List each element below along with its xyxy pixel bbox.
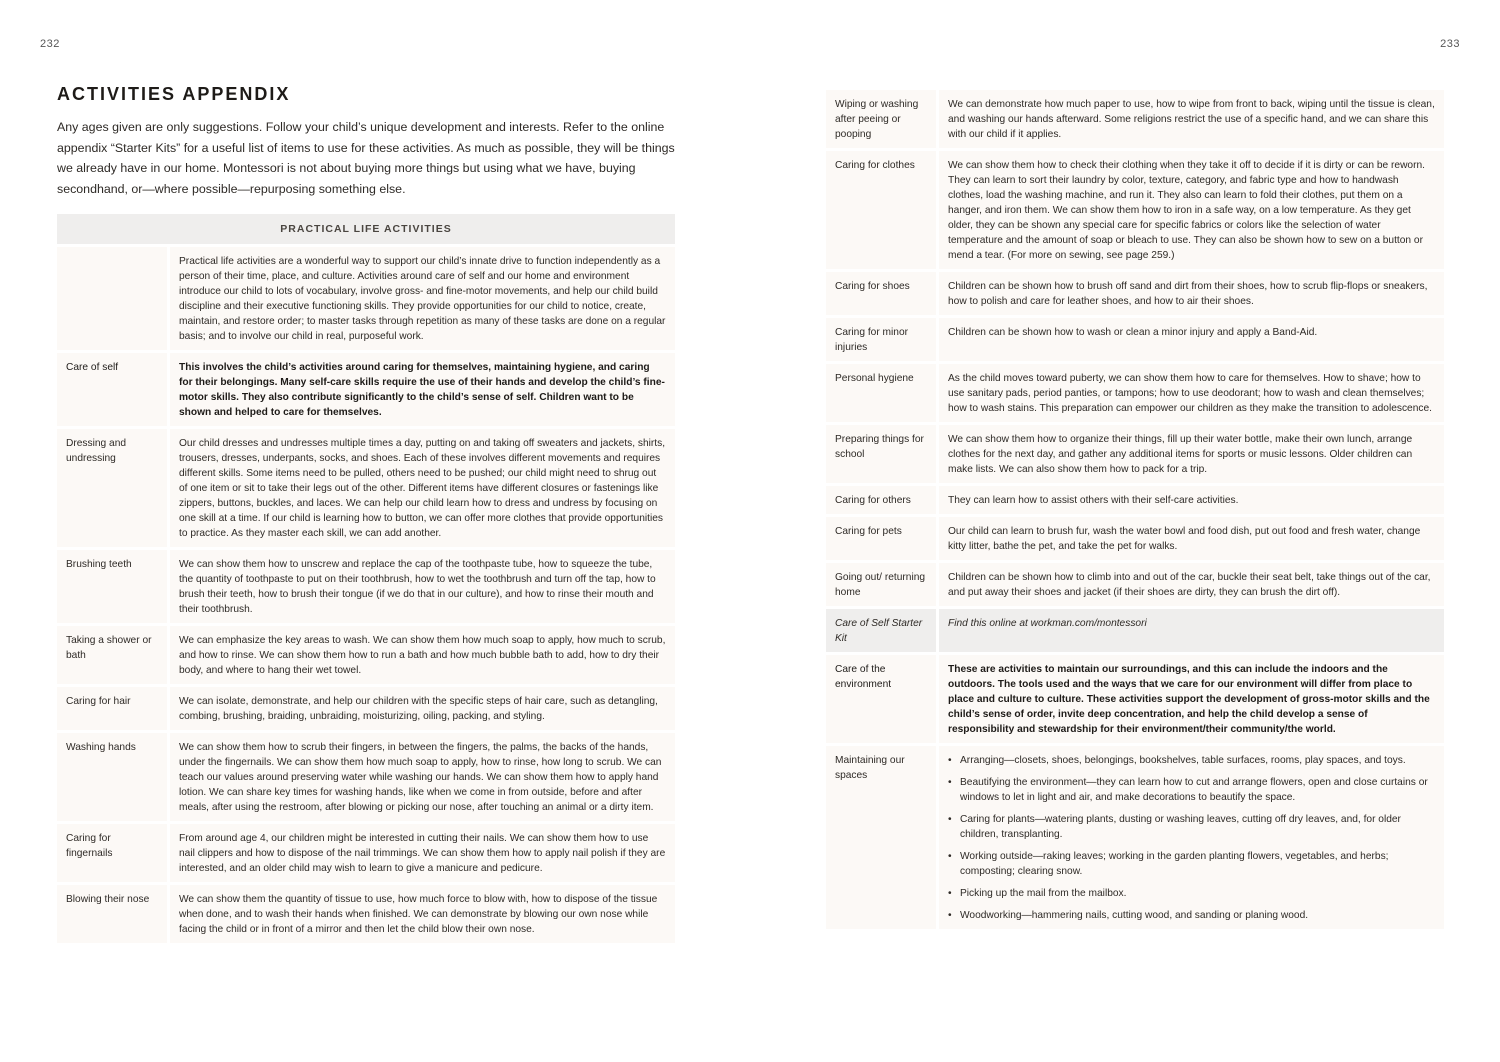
starter-kit-link-text: Find this online at workman.com/montessori bbox=[939, 609, 1444, 652]
starter-kit-row bbox=[826, 609, 1444, 652]
row-label: Brushing teeth bbox=[57, 550, 170, 623]
row-label: Caring for clothes bbox=[826, 151, 939, 269]
list-item: • Beautifying the environment—they can learn how to cut and arrange flowers, open and close curtains or windows to let in light and air, and make decorations to beautify the space. bbox=[960, 775, 1435, 805]
row-text: We can show them how to check their clothing when they take it off to decide if it is dirty or can be reworn. They can learn to sort their laundry by color, texture, category, and fabric type and how to handwash clothes, load the washing machine, and run it. They also can learn to fold their clothes, put them on a hanger, and iron them. We can show them how to iron in a safe way, on a low temperature. As they get older, they can be shown any special care for specific fabrics or colors like the selection of water temperature and the amount of soap or bleach to use. They can also be shown how to sew on a button or mend a tear. (For more on sewing, see page 259.) bbox=[939, 151, 1444, 269]
row-label: Preparing things for school bbox=[826, 425, 939, 483]
row-label: Care of the environment bbox=[826, 655, 939, 743]
row-text: From around age 4, our children might be interested in cutting their nails. We can show them how to use nail clippers and how to dispose of the nail trimmings. We can show them how to apply nail polish if they are interested, and an older child may wish to learn to give a manicure and pedicure. bbox=[170, 824, 675, 882]
row-label: Caring for hair bbox=[57, 687, 170, 730]
row-text: As the child moves toward puberty, we can show them how to care for themselves. How to shave; how to use sanitary pads, period panties, or tampons; how to use deodorant; how to wash and clean themselves; how to wash stains. This preparation can empower our children as they make the transition to adolescence. bbox=[939, 364, 1444, 422]
table-row bbox=[57, 429, 675, 547]
table-row bbox=[826, 563, 1444, 606]
row-text: Children can be shown how to climb into and out of the car, buckle their seat belt, take things out of the car, and put away their shoes and jacket (if their shoes are dirty, they can brush the dirt off). bbox=[939, 563, 1444, 606]
list-item: • Woodworking—hammering nails, cutting wood, and sanding or planing wood. bbox=[960, 908, 1435, 923]
row-text: We can show them how to organize their things, fill up their water bottle, make their own lunch, arrange clothes for the next day, and gather any additional items for sports or music lessons. Older children can make lists. We can also show them how to pack for a trip. bbox=[939, 425, 1444, 483]
practical-life-table bbox=[57, 211, 675, 946]
row-text: We can emphasize the key areas to wash. We can show them how much soap to apply, how much to scrub, and how to rinse. We can show them how to run a bath and how much bubble bath to add, how to dry their body, and where to hang their wet towel. bbox=[170, 626, 675, 684]
row-text: Our child can learn to brush fur, wash the water bowl and food dish, put out food and fresh water, change kitty litter, bathe the pet, and take the pet for walks. bbox=[939, 517, 1444, 560]
section-title: PRACTICAL LIFE ACTIVITIES bbox=[57, 214, 675, 244]
table-row bbox=[57, 550, 675, 623]
page-number-right: 233 bbox=[1440, 38, 1460, 50]
table-row bbox=[826, 425, 1444, 483]
row-text: We can show them the quantity of tissue to use, how much force to blow with, how to dispose of the tissue when done, and to wash their hands when finished. We can demonstrate by blowing our own nose while facing the child or in front of a mirror and then let the child blow their own nose. bbox=[170, 885, 675, 943]
table-row bbox=[826, 364, 1444, 422]
table-row bbox=[826, 486, 1444, 514]
row-label bbox=[57, 247, 170, 350]
row-label: Caring for minor injuries bbox=[826, 318, 939, 361]
table-row bbox=[57, 353, 675, 426]
row-label: Caring for shoes bbox=[826, 272, 939, 315]
table-section-header bbox=[57, 214, 675, 244]
bullet-list bbox=[948, 753, 1435, 923]
practical-life-table-continued bbox=[826, 87, 1444, 932]
list-item: • Working outside—raking leaves; working in the garden planting flowers, vegetables, and herbs; composting; clearing snow. bbox=[960, 849, 1435, 879]
row-text: These are activities to maintain our surroundings, and this can include the indoors and the outdoors. The tools used and the ways that we care for our environment will differ from place to place and culture to culture. These activities support the development of gross-motor skills and the child’s sense of order, invite deep concentration, and help the child develop a sense of responsibility and stewardship for their environment/their community/the world. bbox=[939, 655, 1444, 743]
row-label: Dressing and undressing bbox=[57, 429, 170, 547]
row-text: We can isolate, demonstrate, and help our children with the specific steps of hair care, such as detangling, combing, brushing, braiding, unbraiding, moisturizing, oiling, packing, and styling. bbox=[170, 687, 675, 730]
table-row bbox=[57, 687, 675, 730]
page-heading: ACTIVITIES APPENDIX bbox=[57, 84, 291, 104]
row-label: Personal hygiene bbox=[826, 364, 939, 422]
list-item: • Arranging—closets, shoes, belongings, bookshelves, table surfaces, rooms, play spaces, and toys. bbox=[960, 753, 1435, 768]
row-text: We can show them how to scrub their fingers, in between the fingers, the palms, the backs of the hands, under the fingernails. We can show them how much soap to apply, how to rinse, how long to scrub. We can teach our values around preserving water while washing our hands. We can show them how to apply hand lotion. We can share key times for washing hands, like when we come in from outside, before and after meals, after using the restroom, after blowing or picking our nose, after touching an animal or a dirty item. bbox=[170, 733, 675, 821]
row-text: Children can be shown how to wash or clean a minor injury and apply a Band-Aid. bbox=[939, 318, 1444, 361]
intro-paragraph: Any ages given are only suggestions. Follow your child’s unique development and interests. Refer to the online appendix “Starter Kits” for a useful list of items to use for these activities. As much as possible, they will be things we already have in our home. Montessori is not about buying more things but using what we have, buying secondhand, or—where possible—repurposing something else. bbox=[57, 120, 675, 196]
table-row bbox=[826, 272, 1444, 315]
row-text: We can demonstrate how much paper to use, how to wipe from front to back, wiping until the tissue is clean, and washing our hands afterward. Some religions restrict the use of a specific hand, and we can share this with our child if it applies. bbox=[939, 90, 1444, 148]
row-label: Caring for others bbox=[826, 486, 939, 514]
row-bullets bbox=[939, 746, 1444, 929]
table-row bbox=[57, 885, 675, 943]
row-label: Wiping or washing after peeing or pooping bbox=[826, 90, 939, 148]
row-label: Caring for fingernails bbox=[57, 824, 170, 882]
starter-kit-label: Care of Self Starter Kit bbox=[826, 609, 939, 652]
row-label: Maintaining our spaces bbox=[826, 746, 939, 929]
row-label: Blowing their nose bbox=[57, 885, 170, 943]
table-row bbox=[57, 247, 675, 350]
table-row bbox=[826, 90, 1444, 148]
row-label: Going out/ returning home bbox=[826, 563, 939, 606]
table-row bbox=[826, 151, 1444, 269]
list-item: • Caring for plants—watering plants, dusting or washing leaves, cutting off dry leaves, and, for older children, transplanting. bbox=[960, 812, 1435, 842]
row-label: Caring for pets bbox=[826, 517, 939, 560]
row-text: This involves the child’s activities around caring for themselves, maintaining hygiene, and caring for their belongings. Many self-care skills require the use of their hands and develop the child’s fine-motor skills. They also contribute significantly to the child’s sense of self. Children want to be shown and helped to care for themselves. bbox=[170, 353, 675, 426]
page-number-left: 232 bbox=[40, 38, 60, 50]
row-text: Our child dresses and undresses multiple times a day, putting on and taking off sweaters and jackets, shirts, trousers, dresses, underpants, socks, and shoes. Each of these involves different movements and requires different skills. Some items need to be pulled, others need to be pushed; our child might need to shrug out of one item or sit to take their legs out of the other. Different items have different closures or fastenings like zippers, buttons, buckles, and laces. We can help our child learn how to dress and undress by focusing on one skill at a time. If our child is learning how to button, we can offer more clothes that provide opportunities to practice. As they master each skill, we can add another. bbox=[170, 429, 675, 547]
table-row bbox=[826, 318, 1444, 361]
table-row bbox=[57, 733, 675, 821]
row-text: Children can be shown how to brush off sand and dirt from their shoes, how to scrub flip-flops or sneakers, how to polish and care for leather shoes, and how to air their shoes. bbox=[939, 272, 1444, 315]
table-row bbox=[57, 626, 675, 684]
table-row bbox=[826, 517, 1444, 560]
row-label: Care of self bbox=[57, 353, 170, 426]
table-row bbox=[57, 824, 675, 882]
row-text: We can show them how to unscrew and replace the cap of the toothpaste tube, how to squeeze the tube, the quantity of toothpaste to put on their toothbrush, how to wet the toothbrush and turn off the tap, how to brush their teeth, how to brush their tongue (if we do that in our culture), and how to rinse their mouth and their toothbrush. bbox=[170, 550, 675, 623]
row-label: Washing hands bbox=[57, 733, 170, 821]
list-item: • Picking up the mail from the mailbox. bbox=[960, 886, 1435, 901]
table-row bbox=[826, 746, 1444, 929]
row-label: Taking a shower or bath bbox=[57, 626, 170, 684]
table-row bbox=[826, 655, 1444, 743]
row-text: Practical life activities are a wonderful way to support our child’s innate drive to function independently as a person of their time, place, and culture. Activities around care of self and our home and environment introduce our child to lots of vocabulary, involve gross- and fine-motor movements, and help our child build discipline and their executive functioning skills. They provide opportunities for our child to notice, create, maintain, and restore order; to master tasks through repetition as many of these tasks are done on a regular basis; and to involve our child in real, purposeful work. bbox=[170, 247, 675, 350]
row-text: They can learn how to assist others with their self-care activities. bbox=[939, 486, 1444, 514]
